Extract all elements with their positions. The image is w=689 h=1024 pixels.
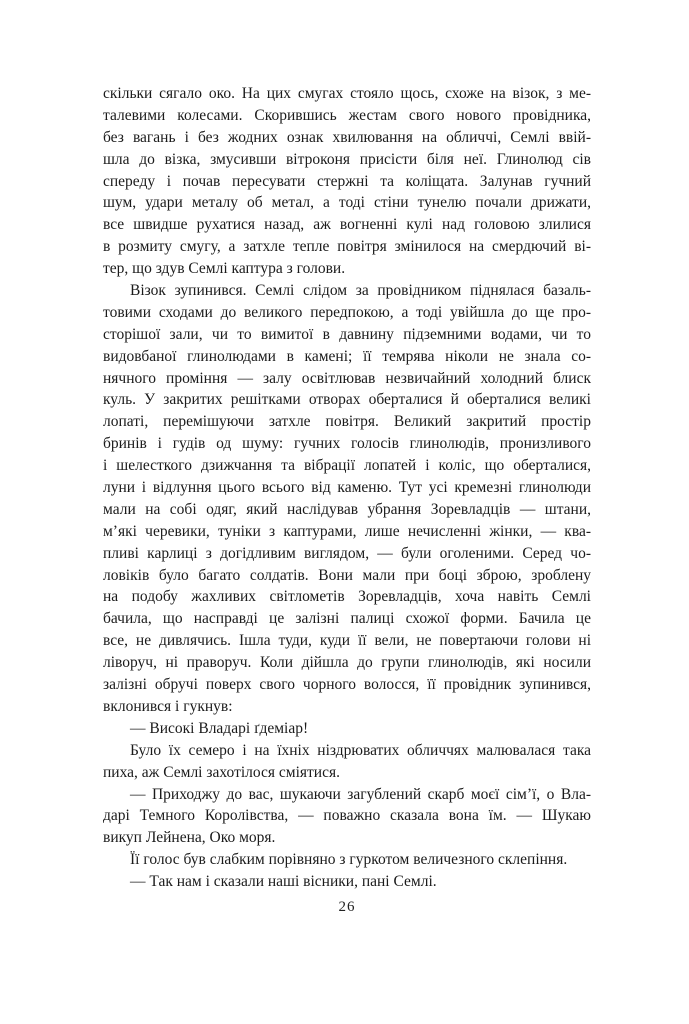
text-line — [103, 455, 591, 477]
text-line — [103, 805, 591, 827]
paragraph — [103, 718, 591, 740]
text-line — [103, 521, 591, 543]
text-line-content: Її голос був слабким порівняно з гуркотом величезного склепіння. — [130, 851, 568, 869]
text-line — [103, 762, 591, 784]
text-line — [103, 827, 591, 849]
page-text — [103, 83, 591, 893]
text-line — [103, 171, 591, 193]
text-line-content: луни і відлуння цього всього від каменю. Тут усі кремезні глинолюди — [103, 479, 591, 497]
text-line — [103, 630, 591, 652]
text-line — [103, 324, 591, 346]
text-line — [103, 433, 591, 455]
text-line — [103, 214, 591, 236]
text-line — [103, 784, 591, 806]
text-line-content: лопаті, перемішуючи затхле повітря. Великий закритий простір — [103, 413, 591, 431]
text-line-content: товими сходами до великого передпокою, а тоді увійшла до ще про- — [103, 303, 591, 321]
text-line-content: спереду і почав пересувати стержні та коліщата. Залунав гучний — [103, 172, 591, 190]
text-line — [103, 608, 591, 630]
page-number: 26 — [338, 899, 356, 915]
text-line-content: все, не дивлячись. Ішла туди, куди її вели, не повертаючи голови ні — [103, 632, 591, 650]
text-line-content: м’які черевики, туніки з каптурами, лише нечисленні жінки, — ква- — [103, 522, 591, 540]
text-line-content: в розмиту смугу, а затхле тепле повітря змінилося на смердючий ві- — [103, 238, 591, 256]
text-line — [103, 127, 591, 149]
text-line — [103, 740, 591, 762]
text-line-content: — Приходжу до вас, шукаючи загублений скарб моєї сім’ї, о Вла- — [130, 785, 591, 803]
text-line — [103, 674, 591, 696]
text-line-content: скільки сягало око. На цих смугах стояло щось, схоже на візок, з ме- — [103, 85, 591, 102]
text-line-content: на подобу жахливих світлометів Зоревладців, хоча навіть Семлі — [103, 588, 591, 606]
text-line — [103, 565, 591, 587]
text-line-content: пливі карлиці з догідливим виглядом, — були оголеними. Серед чо- — [103, 544, 591, 562]
text-line — [103, 718, 591, 740]
text-line — [103, 105, 591, 127]
text-line — [103, 652, 591, 674]
text-line-content: і шелесткого дзижчання та вібрації лопатей і коліс, що оберталися, — [103, 457, 591, 475]
text-line-content: вклонився і гукнув: — [103, 697, 233, 715]
text-line-content: сторішої зали, чи то вимитої в давнину підземними водами, чи то — [103, 325, 591, 343]
text-line-content: бачила, що насправді це залізні палиці схожої форми. Бачила це — [103, 610, 591, 628]
text-line — [103, 871, 591, 893]
text-line-content: ловіків було багато солдатів. Вони мали при боці зброю, зроблену — [103, 566, 591, 584]
paragraph — [103, 740, 591, 784]
text-line — [103, 696, 591, 718]
paragraph — [103, 83, 591, 280]
text-line — [103, 368, 591, 390]
text-line — [103, 258, 591, 280]
text-line-content: видовбаної глинолюдами в камені; її темрява ніколи не знала со- — [103, 347, 591, 365]
text-line-content: без вагань і без жодних ознак хвилювання на обличчі, Семлі ввій- — [103, 128, 591, 146]
text-line-content: пиха, аж Семлі захотілося сміятися. — [103, 763, 340, 781]
text-line — [103, 389, 591, 411]
paragraph — [103, 280, 591, 718]
text-line-content: талевими колесами. Скорившись жестам свого нового провідника, — [103, 106, 591, 124]
text-line-content: нячного проміння — залу освітлював незвичайний холодний блиск — [103, 369, 591, 387]
paragraph — [103, 784, 591, 850]
text-line — [103, 477, 591, 499]
text-line-content: тер, що здув Семлі каптура з голови. — [103, 260, 346, 278]
text-line — [103, 849, 591, 871]
text-line — [103, 83, 591, 105]
text-line-content: — Високі Владарі ґдеміар! — [130, 719, 309, 737]
text-line-content: Було їх семеро і на їхніх ніздрюватих обличчях малювалася така — [130, 741, 591, 759]
paragraph — [103, 871, 591, 893]
text-line-content: — Так нам і сказали наші вісники, пані Семлі. — [130, 873, 437, 891]
text-line-content: викуп Лейнена, Око моря. — [103, 829, 276, 847]
text-line-content: ліворуч, ні праворуч. Коли дійшла до групи глинолюдів, які носили — [103, 654, 591, 672]
text-line — [103, 236, 591, 258]
text-line — [103, 499, 591, 521]
text-line — [103, 192, 591, 214]
text-line-content: дарі Темного Королівства, — поважно сказала вона їм. — Шукаю — [103, 807, 591, 825]
text-line-content: шла до візка, змусивши вітроконя присісти біля неї. Глинолюд сів — [103, 150, 591, 168]
text-line — [103, 586, 591, 608]
text-line-content: бринів і гудів од шуму: гучних голосів глинолюдів, пронизливого — [103, 435, 591, 453]
paragraph — [103, 849, 591, 871]
text-line — [103, 411, 591, 433]
text-line — [103, 149, 591, 171]
text-line-content: мали на собі одяг, який наслідував убрання Зоревладців — штани, — [103, 500, 591, 518]
text-line — [103, 543, 591, 565]
text-line — [103, 346, 591, 368]
text-line-content: куль. У закритих решітками отворах оберталися й оберталися великі — [103, 391, 591, 409]
text-line-content: залізні обручі поверх свого чорного волосся, її провідник зупинився, — [103, 676, 591, 694]
text-line-content: Візок зупинився. Семлі слідом за провідником піднялася базаль- — [130, 282, 591, 300]
text-line-content: все швидше рухатися назад, аж вогненні кулі над головою злилися — [103, 216, 591, 234]
text-line — [103, 302, 591, 324]
text-line-content: шум, удари металу об метал, а тоді стіни тунелю почали дрижати, — [103, 194, 591, 212]
text-line — [103, 280, 591, 302]
